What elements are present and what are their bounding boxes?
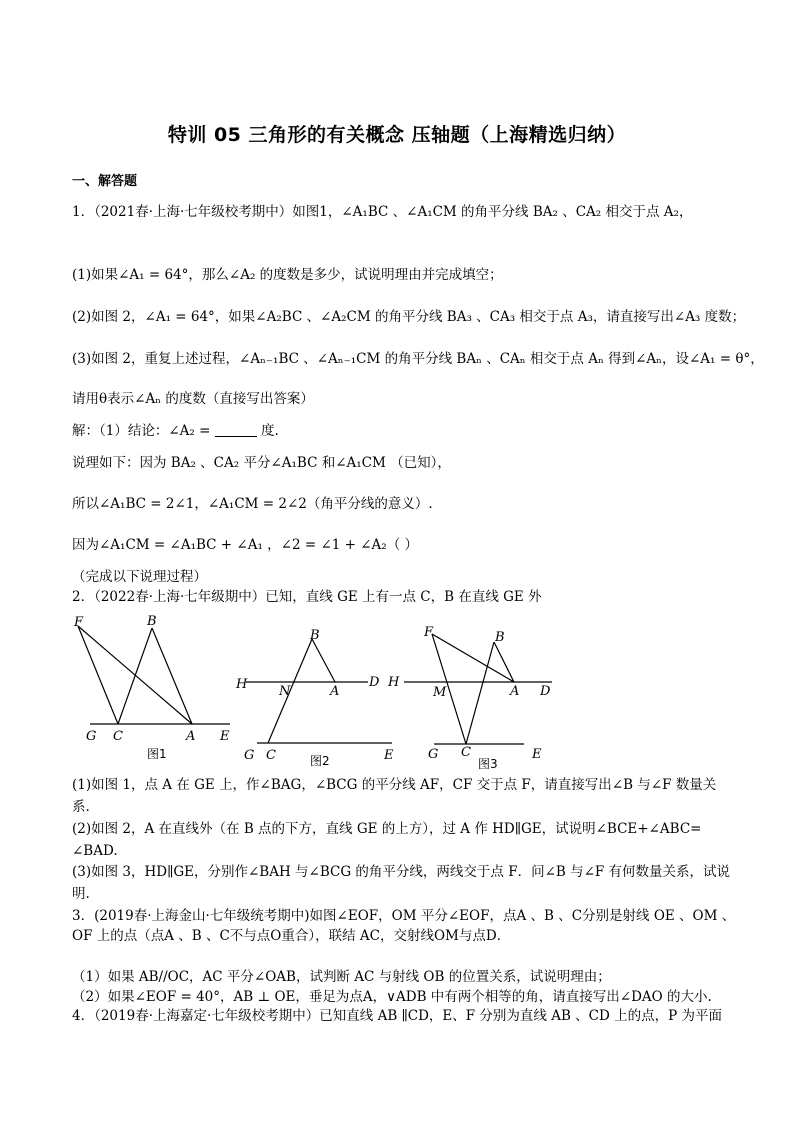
q1-solution-step2: 所以∠A₁BC = 2∠1，∠A₁CM = 2∠2（角平分线的意义）. — [72, 496, 433, 512]
label-C: C — [266, 748, 276, 763]
label-C: C — [461, 745, 471, 760]
label-A: A — [510, 684, 520, 699]
q3-intro-cont: OF 上的点（点A 、B 、C不与点O重合），联结 AC，交射线OM与点D． — [72, 928, 511, 944]
figure-3 — [386, 620, 558, 772]
q2-part1: (1)如图 1，点 A 在 GE 上，作∠BAG，∠BCG 的平分线 AF，CF 交于点 F，请直接写出∠B 与∠F 数量关 — [72, 777, 717, 793]
label-E: E — [384, 748, 394, 763]
q2-part3: (3)如图 3，HD∥GE，分别作∠BAH 与∠BCG 的角平分线，两线交于点 F．问∠B 与∠F 有何数量关系，试说 — [72, 864, 731, 880]
solution-prefix: 解：（1）结论：∠A₂ = — [72, 423, 211, 439]
label-E: E — [220, 729, 230, 744]
label-N: N — [279, 684, 291, 699]
q3-part2: （2）如果∠EOF = 40°，AB ⊥ OE，垂足为点A，∨ADB 中有两个相等的角，请直接写出∠DAO 的大小. — [72, 989, 712, 1005]
label-G: G — [244, 748, 255, 763]
q1-part2: (2)如图 2，∠A₁ = 64°，如果∠A₂BC 、∠A₂CM 的角平分线 BA₃ 、CA₃ 相交于点 A₃，请直接写出∠A₃ 度数； — [72, 309, 746, 325]
label-D: D — [369, 675, 380, 690]
answer-blank[interactable] — [215, 422, 257, 437]
q2-part3-cont: 明. — [72, 886, 90, 902]
label-A: A — [186, 729, 196, 744]
section-heading: 一、解答题 — [72, 174, 138, 189]
figure-2-caption: 图2 — [310, 754, 330, 768]
figure-1 — [70, 612, 240, 767]
q1-intro: 1．（2021春·上海·七年级校考期中）如图1，∠A₁BC 、∠A₁CM 的角平分线 BA₂ 、CA₂ 相交于点 A₂， — [72, 204, 693, 220]
label-B: B — [310, 628, 320, 643]
q2-part2: (2)如图 2，A 在直线外（在 B 点的下方，直线 GE 的上方），过 A 作 HD∥GE，试说明∠BCE+∠ABC= — [72, 821, 702, 837]
label-H: H — [236, 677, 248, 692]
q1-solution-note: （完成以下说理过程） — [72, 569, 207, 585]
label-H: H — [388, 675, 400, 690]
solution-suffix: 度. — [261, 423, 279, 439]
q1-part3: (3)如图 2，重复上述过程，∠Aₙ₋₁BC 、∠Aₙ₋₁CM 的角平分线 BAₙ 、CAₙ 相交于点 Aₙ 得到∠Aₙ，设∠A₁ = θ°， — [72, 351, 764, 367]
label-F: F — [74, 615, 84, 630]
q1-part1: (1)如果∠A₁ = 64°，那么∠A₂ 的度数是多少，试说明理由并完成填空； — [72, 267, 503, 283]
q3-intro: 3．(2019春·上海金山·七年级统考期中)如图∠EOF，OM 平分∠EOF，点A 、B 、C分别是射线 OE 、OM 、 — [72, 908, 736, 924]
page-title: 特训 05 三角形的有关概念 压轴题（上海精选归纳） — [167, 124, 627, 146]
label-F: F — [424, 625, 434, 640]
q3-part1: （1）如果 AB//OC，AC 平分∠OAB，试判断 AC 与射线 OB 的位置关系，试说明理由； — [72, 969, 611, 985]
label-B: B — [147, 614, 157, 629]
q4-intro: 4．（2019春·上海嘉定·七年级校考期中）已知直线 AB ∥CD，E、F 分别为直线 AB 、CD 上的点，P 为平面 — [72, 1008, 723, 1024]
q2-part2-cont: ∠BAD. — [72, 843, 118, 859]
label-G: G — [428, 747, 439, 762]
label-G: G — [86, 729, 97, 744]
figure-3-caption: 图3 — [478, 757, 498, 771]
label-M: M — [433, 685, 447, 700]
label-E: E — [532, 747, 542, 762]
q2-intro: 2．（2022春·上海·七年级期中）已知，直线 GE 上有一点 C，B 在直线 GE 外 — [72, 589, 542, 605]
label-B: B — [495, 630, 505, 645]
label-C: C — [113, 729, 123, 744]
q1-solution-step3: 因为∠A₁CM = ∠A₁BC + ∠A₁ ，∠2 = ∠1 + ∠A₂（ ） — [72, 537, 419, 553]
q1-part3-cont: 请用θ表示∠Aₙ 的度数（直接写出答案） — [72, 391, 314, 407]
label-A: A — [330, 684, 340, 699]
figure-2 — [232, 625, 402, 770]
q2-part1-cont: 系. — [72, 799, 90, 815]
q1-solution-reason: 说理如下：因为 BA₂ 、CA₂ 平分∠A₁BC 和∠A₁CM （已知）， — [72, 455, 451, 471]
q1-solution-conclusion — [72, 421, 279, 441]
figure-1-caption: 图1 — [147, 747, 167, 761]
label-D: D — [540, 684, 551, 699]
